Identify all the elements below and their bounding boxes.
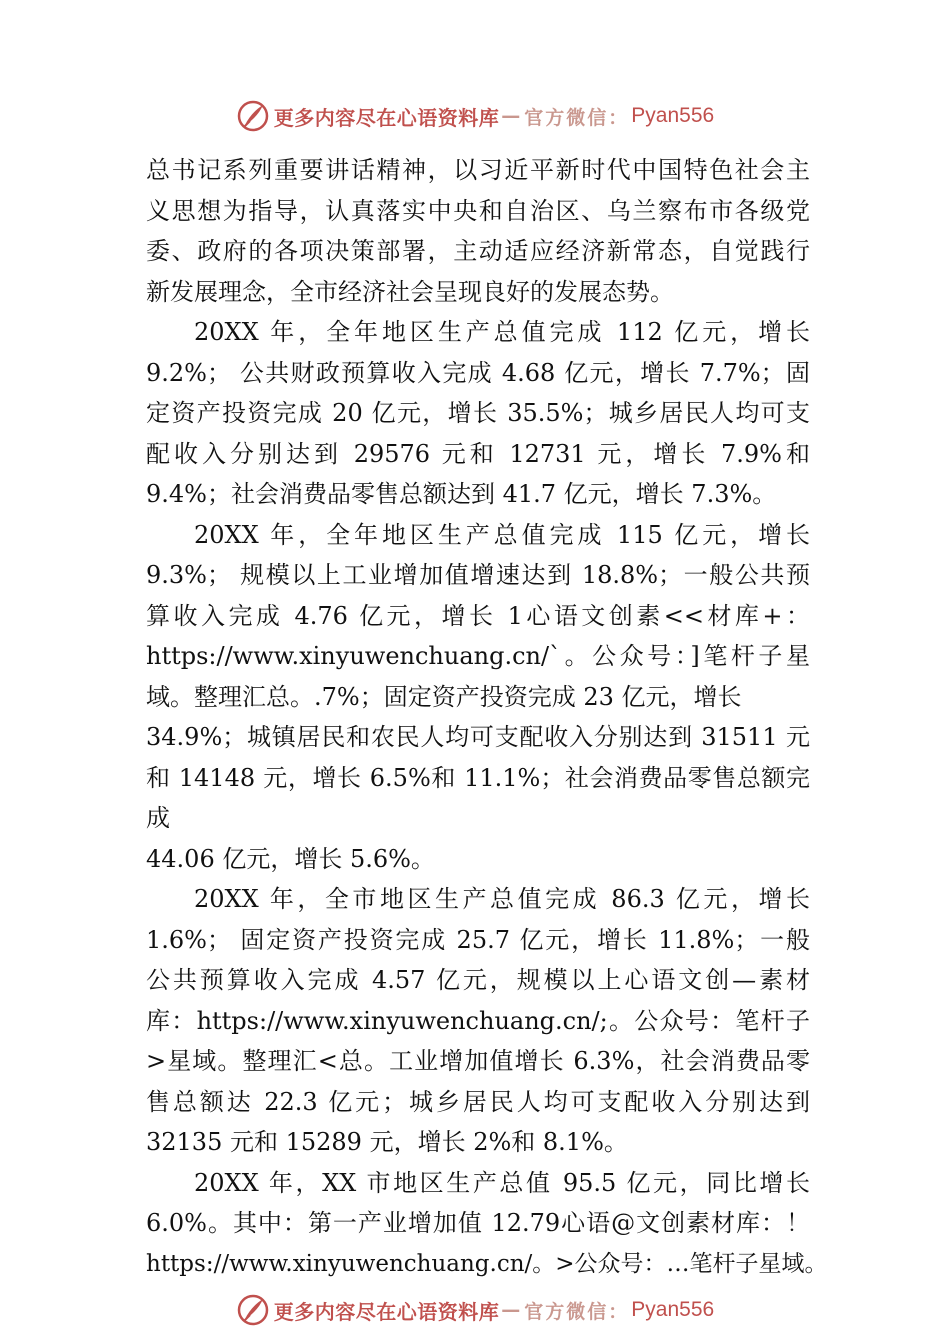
- text-line: 20XX 年，全年地区生产总值完成 112 亿元，增长: [194, 318, 810, 346]
- text-line: 总书记系列重要讲话精神，以习近平新时代中国特色社会主: [146, 156, 810, 184]
- document-body: [146, 150, 828, 1284]
- banner-wechat-label: 官方微信：: [524, 106, 630, 129]
- paragraph-3: [146, 515, 810, 880]
- text-line: 新发展理念，全市经济社会呈现良好的发展态势。: [146, 277, 674, 306]
- text-line: 库：https://www.xinyuwenchuang.cn/;。公众号：笔杆子: [146, 1006, 810, 1035]
- banner-wechat-id: Pyan556: [631, 104, 715, 127]
- text-line: 成: [146, 804, 170, 832]
- text-line: 34.9%；城镇居民和农民人均可支配收入分别达到 31511 元: [146, 723, 810, 751]
- text-line: 委、政府的各项决策部署，主动适应经济新常态，自觉践行: [146, 237, 810, 265]
- paragraph-1: [146, 150, 810, 312]
- text-line: 32135 元和 15289 元，增长 2%和 8.1%。: [146, 1128, 628, 1156]
- text-line: 9.4%；社会消费品零售总额达到 41.7 亿元，增长 7.3%。: [146, 480, 777, 508]
- quill-logo-icon: [236, 1293, 270, 1327]
- text-line: 9.2%； 公共财政预算收入完成 4.68 亿元，增长 7.7%；固: [146, 358, 810, 387]
- text-line: 配收入分别达到 29576 元和 12731 元，增长 7.9%和: [146, 439, 810, 468]
- text-line: https://www.xinyuwenchuang.cn/。>公众号：…笔杆子星域。: [146, 1250, 828, 1277]
- banner-wechat-id: Pyan556: [631, 1298, 715, 1321]
- text-line: 6.0%。其中：第一产业增加值 12.79心语@文创素材库：！: [146, 1209, 810, 1237]
- text-line: 20XX 年，全市地区生产总值完成 86.3 亿元，增长: [194, 885, 810, 913]
- banner-main-text: 更多内容尽在心语资料库: [273, 1299, 500, 1324]
- quill-logo-icon: [236, 99, 270, 133]
- text-line: 1.6%； 固定资产投资完成 25.7 亿元，增长 11.8%；一般: [146, 925, 810, 954]
- text-line: 20XX 年，XX 市地区生产总值 95.5 亿元，同比增长: [194, 1168, 810, 1197]
- banner-wechat-label: 官方微信：: [524, 1300, 630, 1323]
- text-line: 44.06 亿元，增长 5.6%。: [146, 844, 435, 873]
- paragraph-4: [146, 879, 810, 1163]
- text-line: >星域。整理汇<总。工业增加值增长 6.3%，社会消费品零: [146, 1047, 810, 1075]
- banner-separator: —: [501, 105, 523, 127]
- text-line: https://www.xinyuwenchuang.cn/`。公众号：]笔杆子星: [146, 642, 810, 670]
- banner-separator: —: [501, 1299, 523, 1321]
- text-line: 和 14148 元，增长 6.5%和 11.1%；社会消费品零售总额完: [146, 763, 810, 792]
- banner-main-text: 更多内容尽在心语资料库: [273, 105, 500, 130]
- header-banner: [0, 96, 950, 136]
- text-line: 20XX 年，全年地区生产总值完成 115 亿元，增长: [194, 520, 810, 549]
- text-line: 售总额达 22.3 亿元；城乡居民人均可支配收入分别达到: [146, 1087, 810, 1116]
- text-line: 公共预算收入完成 4.57 亿元，规模以上心语文创—素材: [146, 966, 810, 994]
- text-line: 域。整理汇总。.7%；固定资产投资完成 23 亿元，增长: [146, 682, 742, 711]
- text-line: 义思想为指导，认真落实中央和自治区、乌兰察布市各级党: [146, 196, 810, 225]
- text-line: 算收入完成 4.76 亿元，增长 1心语文创素<<材库+：: [146, 601, 810, 630]
- text-line: 9.3%； 规模以上工业增加值增速达到 18.8%；一般公共预: [146, 561, 810, 589]
- paragraph-5: [146, 1163, 828, 1285]
- paragraph-2: [146, 312, 810, 515]
- footer-banner: [0, 1290, 950, 1330]
- text-line: 定资产投资完成 20 亿元，增长 35.5%；城乡居民人均可支: [146, 399, 810, 427]
